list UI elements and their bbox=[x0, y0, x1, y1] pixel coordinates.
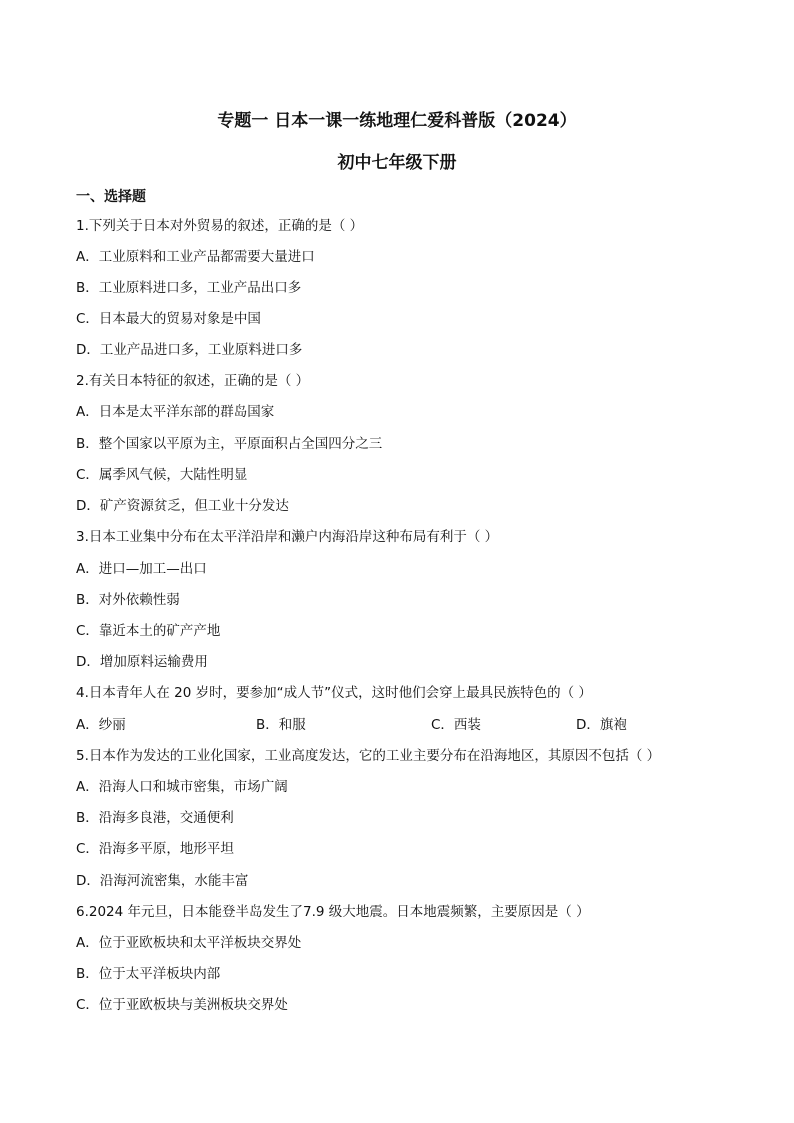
question-stem: 6.2024 年元旦，日本能登半岛发生了7.9 级大地震。日本地震频繁，主要原因是（ ） bbox=[76, 904, 590, 920]
question-option: C．西装 bbox=[431, 717, 481, 733]
section-heading: 一、选择题 bbox=[76, 189, 146, 205]
question-option: C．靠近本土的矿产产地 bbox=[76, 623, 221, 639]
question-option: A．纱丽 bbox=[76, 717, 126, 733]
question-option: A．工业原料和工业产品都需要大量进口 bbox=[76, 249, 315, 265]
question-stem: 2.有关日本特征的叙述，正确的是（ ） bbox=[76, 373, 310, 389]
question-option: B．工业原料进口多，工业产品出口多 bbox=[76, 280, 302, 296]
question-option: B．沿海多良港，交通便利 bbox=[76, 810, 234, 826]
document-subtitle: 初中七年级下册 bbox=[337, 153, 457, 173]
question-stem: 4.日本青年人在 20 岁时，要参加“成人节”仪式，这时他们会穿上最具民族特色的（ ） bbox=[76, 685, 592, 701]
document-title: 专题一 日本一课一练地理仁爱科普版（2024） bbox=[217, 111, 577, 131]
question-option: C．沿海多平原，地形平坦 bbox=[76, 841, 234, 857]
question-option: B．位于太平洋板块内部 bbox=[76, 966, 221, 982]
question-option: B．对外依赖性弱 bbox=[76, 592, 180, 608]
question-stem: 1.下列关于日本对外贸易的叙述，正确的是（ ） bbox=[76, 218, 364, 234]
question-option: A．沿海人口和城市密集，市场广阔 bbox=[76, 779, 288, 795]
question-stem: 5.日本作为发达的工业化国家，工业高度发达，它的工业主要分布在沿海地区，其原因不包括（ ） bbox=[76, 748, 661, 764]
question-option: C．属季风气候，大陆性明显 bbox=[76, 467, 248, 483]
question-option: D．增加原料运输费用 bbox=[76, 654, 208, 670]
question-stem: 3.日本工业集中分布在太平洋沿岸和濑户内海沿岸这种布局有利于（ ） bbox=[76, 529, 499, 545]
question-option: A．进口—加工—出口 bbox=[76, 561, 207, 577]
question-option: D．沿海河流密集，水能丰富 bbox=[76, 873, 249, 889]
question-option: C．日本最大的贸易对象是中国 bbox=[76, 311, 261, 327]
question-option: B．和服 bbox=[256, 717, 306, 733]
question-option: D．工业产品进口多，工业原料进口多 bbox=[76, 342, 303, 358]
question-option: D．旗袍 bbox=[576, 717, 627, 733]
question-option: A．位于亚欧板块和太平洋板块交界处 bbox=[76, 935, 302, 951]
question-option: D．矿产资源贫乏，但工业十分发达 bbox=[76, 498, 289, 514]
question-option: C．位于亚欧板块与美洲板块交界处 bbox=[76, 997, 288, 1013]
question-option: A．日本是太平洋东部的群岛国家 bbox=[76, 404, 275, 420]
question-option: B．整个国家以平原为主，平原面积占全国四分之三 bbox=[76, 436, 383, 452]
